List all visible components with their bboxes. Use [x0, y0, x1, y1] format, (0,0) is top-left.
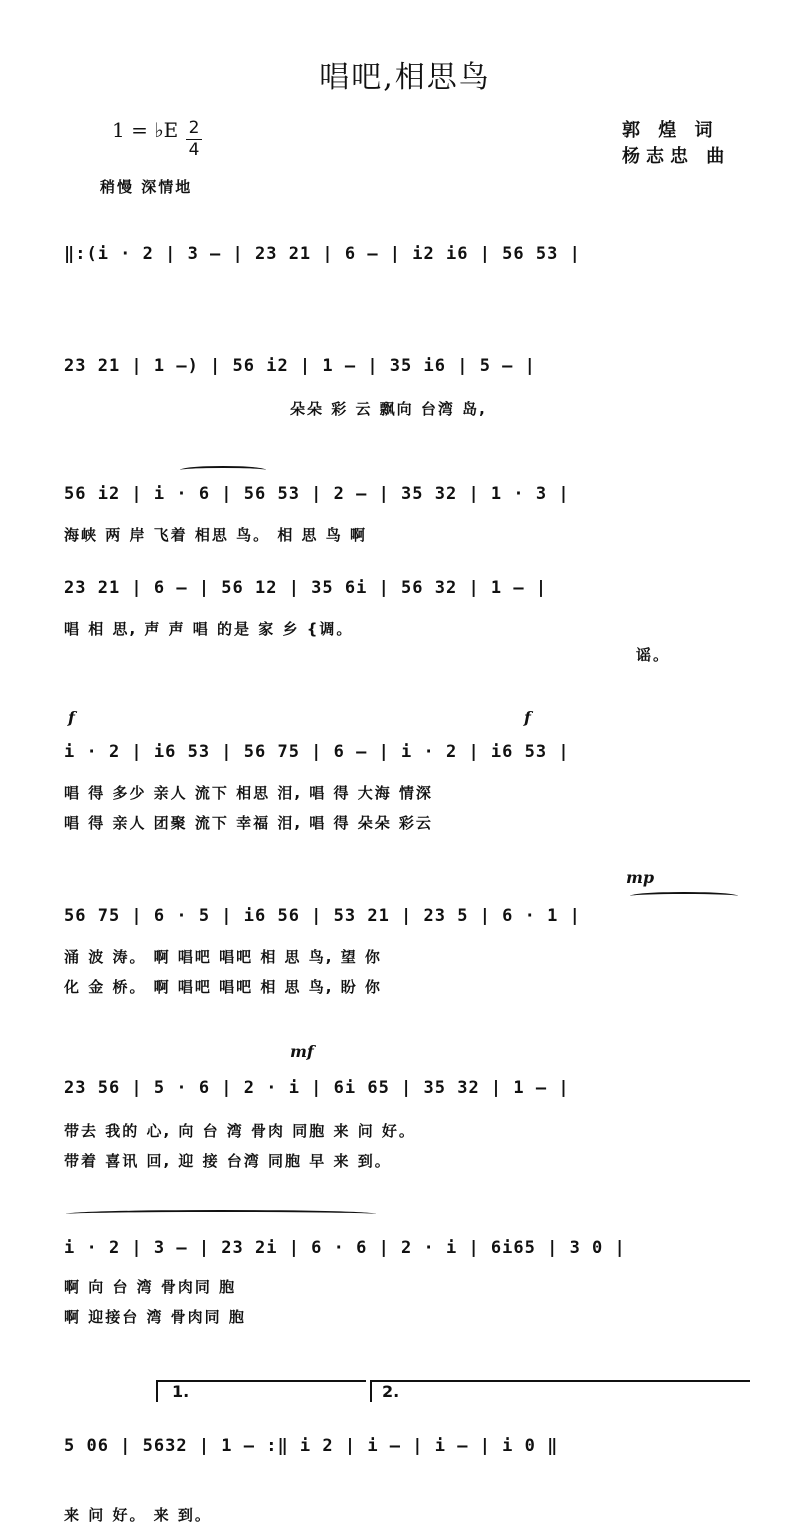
notes-line: 56 75 | 6 · 5 | i6 56 | 53 21 | 23 5 | 6 · 1 |: [64, 906, 581, 926]
lyric-line: 唱 相 思, 声 声 唱 的是 家 乡 {调。: [64, 620, 354, 638]
lyric-line: 海峡 两 岸 飞着 相思 鸟。 相 思 鸟 啊: [64, 526, 368, 544]
lyric-line: 唱 得 亲人 团聚 流下 幸福 泪, 唱 得 朵朵 彩云: [64, 814, 433, 832]
time-signature-bottom: 4: [186, 139, 202, 161]
dynamic-mezzo-piano: mp: [626, 868, 655, 887]
lyric-line: 化 金 桥。 啊 唱吧 唱吧 相 思 鸟, 盼 你: [64, 978, 382, 996]
notes-line: 23 21 | 1 —) | 56 i2 | 1 — | 35 i6 | 5 — |: [64, 356, 536, 376]
time-signature-top: 2: [188, 118, 200, 138]
tempo-marking: 稍慢 深情地: [100, 178, 193, 196]
volta-second-label: 2.: [382, 1382, 400, 1401]
volta-bracket-right: [370, 1380, 372, 1402]
composer: 杨志忠 曲: [622, 146, 731, 167]
dynamic-forte: f: [524, 708, 531, 727]
lyric-line: 啊 迎接台 湾 骨肉同 胞: [64, 1308, 246, 1326]
dynamic-forte: f: [68, 708, 75, 727]
time-signature: [186, 118, 202, 161]
notes-line: 5 06 | 5632 | 1 — :‖ i 2 | i — | i — | i 0 ‖: [64, 1436, 559, 1456]
lyric-line: 唱 得 多少 亲人 流下 相思 泪, 唱 得 大海 情深: [64, 784, 433, 802]
lyric-line: 啊 向 台 湾 骨肉同 胞: [64, 1278, 237, 1296]
lyric-line: 来 问 好。 来 到。: [64, 1506, 212, 1524]
lyric-line: 带去 我的 心, 向 台 湾 骨肉 同胞 来 问 好。: [64, 1122, 416, 1140]
volta-first-label: 1.: [172, 1382, 190, 1401]
notes-line: 56 i2 | i · 6 | 56 53 | 2 — | 35 32 | 1 · 3 |: [64, 484, 570, 504]
key-signature: 1 = ♭E: [112, 118, 179, 142]
notes-line: i · 2 | 3 — | 23 2i | 6 · 6 | 2 · i | 6i65 | 3 0 |: [64, 1238, 626, 1258]
dynamic-mezzo-forte: mf: [290, 1042, 314, 1061]
song-title: 唱吧,相思鸟: [319, 60, 491, 95]
notes-line: 23 56 | 5 · 6 | 2 · i | 6i 65 | 35 32 | 1 — |: [64, 1078, 570, 1098]
lyric-line-alt: 谣。: [636, 646, 671, 664]
lyric-line: 带着 喜讯 回, 迎 接 台湾 同胞 早 来 到。: [64, 1152, 392, 1170]
volta-bracket-left: [156, 1380, 158, 1402]
lyric-line: 涌 波 涛。 啊 唱吧 唱吧 相 思 鸟, 望 你: [64, 948, 382, 966]
tie-arc: [630, 892, 738, 900]
tie-arc: [66, 1210, 376, 1218]
notes-line: i · 2 | i6 53 | 56 75 | 6 — | i · 2 | i6 53 |: [64, 742, 570, 762]
volta-bracket-second: [370, 1380, 750, 1382]
notes-line: 23 21 | 6 — | 56 12 | 35 6i | 56 32 | 1 — |: [64, 578, 548, 598]
lyricist: 郭 煌 词: [622, 120, 719, 141]
lyric-line: 朵朵 彩 云 飘向 台湾 岛,: [290, 400, 487, 418]
notes-line: ‖:(i · 2 | 3 — | 23 21 | 6 — | i2 i6 | 56 53 |: [64, 244, 581, 264]
tie-arc: [180, 466, 266, 474]
